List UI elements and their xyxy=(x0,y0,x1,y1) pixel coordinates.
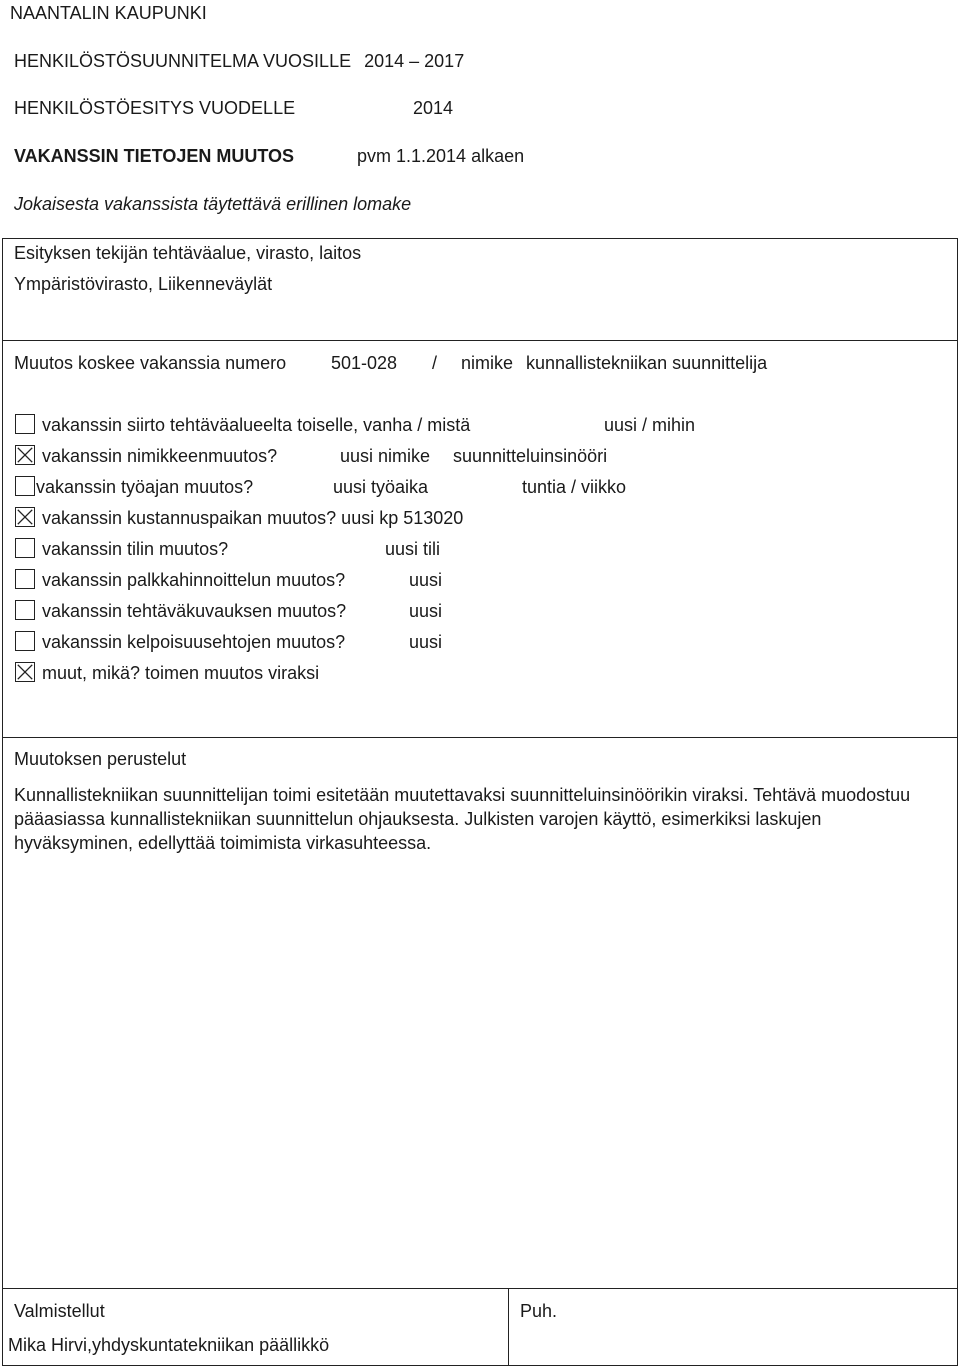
option-value[interactable]: suunnitteluinsinööri xyxy=(453,446,608,466)
option-label: muut, mikä? toimen muutos viraksi xyxy=(42,663,320,683)
check-x-icon xyxy=(16,446,34,464)
checkbox-title-change[interactable] xyxy=(15,445,35,465)
vacancy-title-value[interactable]: kunnallistekniikan suunnittelija xyxy=(526,353,768,373)
checkbox-worktime[interactable] xyxy=(15,476,35,496)
divider-change xyxy=(2,737,958,738)
option-label: vakanssin työajan muutos? xyxy=(36,477,254,497)
option-label: vakanssin kustannuspaikan muutos? uusi kp 513020 xyxy=(42,508,464,528)
option-extra: uusi xyxy=(409,632,443,652)
checkbox-qualifications[interactable] xyxy=(15,631,35,651)
checkbox-transfer[interactable] xyxy=(15,414,35,434)
author-label: Esityksen tekijän tehtäväalue, virasto, laitos xyxy=(14,243,362,263)
check-x-icon xyxy=(16,663,34,681)
vacancy-label: Muutos koskee vakanssia numero xyxy=(14,353,287,373)
phone-label: Puh. xyxy=(520,1301,558,1321)
option-extra: uusi työaika xyxy=(333,477,429,497)
checkbox-cost-center[interactable] xyxy=(15,507,35,527)
option-label: vakanssin tehtäväkuvauksen muutos? xyxy=(42,601,347,621)
form-instruction: Jokaisesta vakanssista täytettävä erillinen lomake xyxy=(14,194,412,214)
plan-title-text: HENKILÖSTÖSUUNNITELMA VUOSILLE xyxy=(14,51,352,71)
checkbox-pay-grade[interactable] xyxy=(15,569,35,589)
prepared-label: Valmistellut xyxy=(14,1301,105,1321)
option-value: tuntia / viikko xyxy=(522,477,627,497)
checkbox-account[interactable] xyxy=(15,538,35,558)
option-label: vakanssin kelpoisuusehtojen muutos? xyxy=(42,632,346,652)
option-label: vakanssin tilin muutos? xyxy=(42,539,229,559)
option-extra: uusi nimike xyxy=(340,446,431,466)
plan-title xyxy=(14,50,464,72)
option-label: vakanssin nimikkeenmuutos? xyxy=(42,446,278,466)
proposal-year: 2014 xyxy=(413,98,454,118)
checkbox-other[interactable] xyxy=(15,662,35,682)
city-name: NAANTALIN KAUPUNKI xyxy=(10,3,207,23)
plan-years: 2014 – 2017 xyxy=(364,51,465,71)
prepared-value[interactable]: Mika Hirvi,yhdyskuntatekniikan päällikkö xyxy=(8,1335,330,1355)
option-label: vakanssin palkkahinnoittelun muutos? xyxy=(42,570,346,590)
divider-sign xyxy=(508,1288,509,1366)
vacancy-separator: / xyxy=(432,353,438,373)
vacancy-number[interactable]: 501-028 xyxy=(331,353,398,373)
vacancy-title-label: nimike xyxy=(461,353,514,373)
reason-text[interactable]: Kunnallistekniikan suunnittelijan toimi esitetään muutettavaksi suunnitteluinsinöörikin viraksi. Tehtävä muodostuu pääasiassa kunnallistekniikan suunnittelun ohjauksesta. Julkisten varojen käyttö, esimerkiksi laskujen hyväksyminen, edellyttää toimimista virkasuhteessa. xyxy=(14,785,911,853)
change-date: pvm 1.1.2014 alkaen xyxy=(357,146,525,166)
reason-label: Muutoksen perustelut xyxy=(14,749,187,769)
checkbox-job-description[interactable] xyxy=(15,600,35,620)
option-extra: uusi xyxy=(409,601,443,621)
check-x-icon xyxy=(16,508,34,526)
option-label: vakanssin siirto tehtäväalueelta toiselle, vanha / mistä xyxy=(42,415,471,435)
proposal-title: HENKILÖSTÖESITYS VUODELLE xyxy=(14,98,296,118)
author-value[interactable]: Ympäristövirasto, Liikenneväylät xyxy=(14,274,273,294)
change-title: VAKANSSIN TIETOJEN MUUTOS xyxy=(14,146,295,166)
option-extra: uusi tili xyxy=(385,539,441,559)
divider-reason xyxy=(2,1288,958,1289)
option-extra: uusi xyxy=(409,570,443,590)
divider-author xyxy=(2,340,958,341)
option-extra: uusi / mihin xyxy=(604,415,696,435)
